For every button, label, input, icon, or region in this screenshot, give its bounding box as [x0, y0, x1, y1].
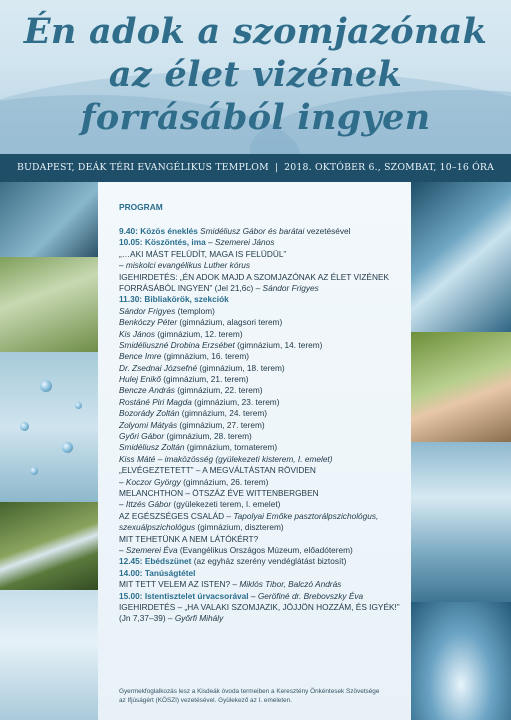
program-time: 15.00: Istentisztelet úrvacsorával [119, 590, 249, 601]
program-detail: Kis János [119, 328, 155, 339]
program-line [119, 442, 407, 453]
program-detail: (gimnázium, 27. terem) [177, 419, 265, 430]
program-detail: (gimnázium, 12. terem) [154, 328, 243, 339]
program-line [119, 613, 407, 624]
program-time: 14.00: Tanúságtétel [119, 567, 196, 578]
program-detail: Smidéliusz Gábor és barátai [197, 226, 305, 236]
program-time: 10.05: Köszöntés, ima [119, 237, 206, 248]
program-line [119, 283, 407, 294]
program-time: 11.30: Bibliakörök, szekciók [119, 294, 229, 305]
title-line-3: forrásából ingyen [80, 97, 431, 138]
program-detail: IGEHIRDETÉS: „ÉN ADOK MAJD A SZOMJAZÓNAK AZ ÉLET VIZÉNEK [119, 271, 390, 282]
location-date-band [0, 154, 511, 182]
water-splash-photo [0, 590, 98, 720]
water-drop [30, 467, 38, 475]
program-line [119, 545, 407, 556]
left-photo-column [0, 182, 98, 720]
program-line [119, 431, 407, 442]
title-line-1: Én adok a szomjazónak [23, 11, 488, 52]
water-drop [75, 402, 82, 409]
program-detail: (gimnázium, alagsori terem) [177, 317, 283, 328]
water-surface-photo [411, 442, 511, 602]
program-detail: Smidéliusz Zoltán [119, 442, 185, 453]
program-detail: Tapolyai Emőke pasztorálpszichológus, [233, 510, 379, 521]
program-line [119, 294, 407, 305]
program-line [119, 329, 407, 340]
right-photo-column [411, 182, 511, 720]
program-detail: FORRÁSÁBÓL INGYEN” (Jel 21,6c) – [119, 282, 263, 293]
event-location: BUDAPEST, DEÁK TÉRI EVANGÉLIKUS TEMPLOM [16, 162, 269, 173]
program-line [119, 534, 407, 545]
program-detail: (gimnázium, 16. terem) [161, 351, 250, 362]
program-detail: Dr. Zsednai Józsefné [119, 362, 198, 373]
event-date: 2018. OKTÓBER 6., SZOMBAT, 10–16 ÓRA [284, 162, 495, 173]
program-time: 9.40: Közös éneklés [119, 226, 198, 236]
program-list [119, 226, 407, 625]
program-detail: MIT TEHETÜNK A NEM LÁTÓKÉRT? [119, 533, 259, 544]
program-detail: Benkóczy Péter [119, 317, 178, 328]
program-detail: Győri Gábor [119, 431, 165, 442]
program-detail: Rostáné Piri Magda [119, 396, 192, 407]
program-line [119, 272, 407, 283]
program-detail: Zolyomi Mátyás [119, 419, 178, 430]
program-detail: (gimnázium, 22. terem) [174, 385, 263, 396]
program-line [119, 454, 407, 465]
program-line [119, 522, 407, 533]
title-line-2: az élet vizének [108, 54, 403, 95]
program-line [119, 397, 407, 408]
program-line [119, 511, 407, 522]
program-line [119, 602, 407, 613]
program-line [119, 477, 407, 488]
program-line [119, 408, 407, 419]
program-detail: (gimnázium, 24. terem) [179, 408, 268, 419]
program-detail: „ELVÉGEZTETETT” – A MEGVÁLTÁSTAN RÖVIDEN [119, 465, 316, 476]
program-line [119, 556, 407, 567]
water-ripple-photo [411, 602, 511, 720]
program-detail: (gimnázium, 23. terem) [191, 396, 280, 407]
program-line [119, 226, 407, 237]
program-detail: (gimnázium, 14. terem) [234, 339, 323, 350]
program-line [119, 374, 407, 385]
program-detail: (gimnázium, 26. terem) [180, 476, 269, 487]
program-detail: (gimnázium, diszterem) [195, 522, 284, 533]
program-detail: (gimnázium, 18. terem) [197, 362, 285, 373]
program-detail: Sándor Frigyes [262, 282, 319, 293]
program-line [119, 351, 407, 362]
water-drop [20, 422, 29, 431]
program-detail: (gyülekezeti terem, I. emelet) [171, 499, 281, 510]
footer-line-2: az Ifjúságért (KÖSZI) vezetésével. Gyülekező az I. emeleten. [119, 696, 292, 704]
program-detail: (az egyház szerény vendéglátást biztosít) [191, 556, 347, 567]
footer-note [119, 688, 404, 705]
program-heading: PROGRAM [119, 202, 163, 212]
program-detail: IGEHIRDETÉS – „HA VALAKI SZOMJAZIK, JÖJJÖN HOZZÁM, ÉS IGYÉK!” [119, 601, 400, 612]
program-detail: – imaközösség (gyülekezeti kisterem, I. emelet) [155, 453, 333, 464]
program-detail: vezetésével [304, 226, 351, 236]
program-detail: „…AKI MÁST FELÜDÍT, MAGA IS FELÜDÜL” [119, 248, 287, 259]
poster-title [0, 10, 511, 139]
water-drops-photo [0, 352, 98, 502]
program-detail: – Geröfiné dr. Brebovszky Éva [248, 590, 364, 601]
program-line [119, 568, 407, 579]
program-detail: (templom) [175, 305, 215, 316]
waterfall-spray-photo [411, 182, 511, 332]
program-detail: – Szemerei Éva [119, 544, 178, 555]
program-line [119, 591, 407, 602]
water-drop [62, 442, 73, 453]
header-banner [0, 0, 511, 154]
program-line [119, 488, 407, 499]
program-detail: – Szemerei János [205, 237, 275, 248]
program-detail: MIT TETT VELEM AZ ISTEN? – [119, 579, 240, 590]
program-line [119, 249, 407, 260]
program-detail: Kiss Máté [119, 453, 156, 464]
program-detail: Smidéliuszné Drobina Erzsébet [119, 339, 235, 350]
program-line [119, 317, 407, 328]
program-line [119, 579, 407, 590]
hands-water-photo [411, 332, 511, 442]
program-line [119, 420, 407, 431]
program-line [119, 385, 407, 396]
program-detail: Bozorády Zoltán [119, 408, 180, 419]
footer-line-1: Gyermekfoglalkozás lesz a Kisdeák óvoda termeiben a Keresztény Önkéntesek Szövetsége [119, 688, 380, 695]
program-line [119, 340, 407, 351]
program-line [119, 465, 407, 476]
program-line [119, 306, 407, 317]
program-detail: (Jn 7,37–39) – [119, 613, 175, 624]
program-detail: Miklós Tibor, Balczó András [239, 579, 342, 590]
program-detail: – Ittzés Gábor [119, 499, 172, 510]
program-detail: MELANCHTHON – ÖTSZÁZ ÉVE WITTENBERGBEN [119, 487, 319, 498]
waterfall-photo [0, 502, 98, 590]
program-detail: (gimnázium, tornaterem) [184, 442, 278, 453]
program-detail: Bence Imre [119, 351, 162, 362]
program-detail: (Evangélikus Országos Múzeum, előadóterem) [177, 544, 353, 555]
program-detail: – miskolci evangélikus Luther kórus [119, 260, 250, 271]
program-detail: – Koczor György [119, 476, 181, 487]
program-detail: szexuálpszichológus [119, 522, 196, 533]
program-detail: (gimnázium, 21. terem) [160, 374, 249, 385]
program-line [119, 260, 407, 271]
forest-light-photo [0, 257, 98, 352]
program-detail: Győrfi Mihály [174, 613, 224, 624]
water-photo [0, 182, 98, 257]
program-detail: Sándor Frigyes [119, 305, 176, 316]
program-line [119, 499, 407, 510]
water-drop [40, 380, 52, 392]
program-detail: AZ EGÉSZSÉGES CSALÁD – [119, 510, 234, 521]
program-line [119, 363, 407, 374]
program-line [119, 237, 407, 248]
band-separator: | [274, 162, 279, 173]
program-time: 12.45: Ebédszünet [119, 556, 192, 567]
program-detail: Hulej Enikő [119, 374, 161, 385]
program-detail: (gimnázium, 28. terem) [164, 431, 252, 442]
program-detail: Bencze András [119, 385, 175, 396]
